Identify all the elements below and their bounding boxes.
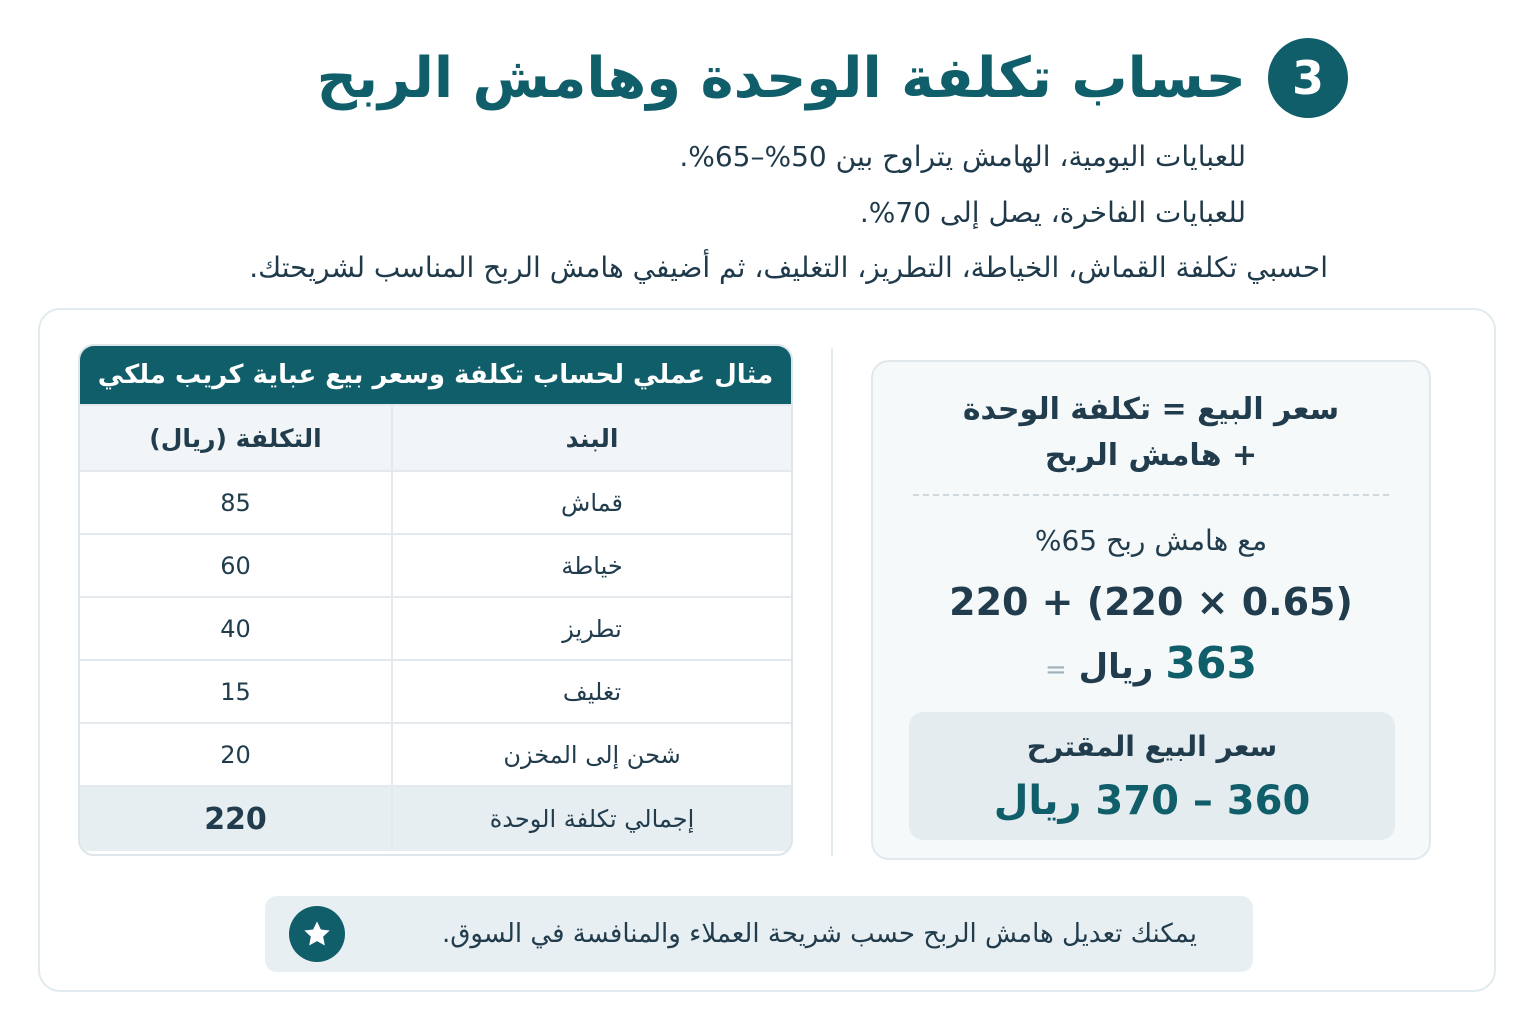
suggested-price-value: 360 – 370 ريال [993, 778, 1311, 824]
row-cost: 85 [220, 488, 251, 517]
page-title: حساب تكلفة الوحدة وهامش الربح [316, 45, 1246, 111]
star-icon [289, 906, 345, 962]
intro-instruction: احسبي تكلفة القماش، الخياطة، التطريز، التغليف، ثم أضيفي هامش الربح المناسب لشريحتك. [249, 251, 1328, 284]
column-divider [831, 348, 833, 856]
table-row [80, 470, 791, 533]
dashed-divider [913, 494, 1389, 496]
formula-line-1: سعر البيع = تكلفة الوحدة [962, 392, 1340, 427]
total-value: 220 [204, 801, 267, 837]
formula-line-2: + هامش الربح [1044, 438, 1258, 473]
row-item: تغليف [391, 661, 791, 722]
row-cost: 15 [220, 677, 251, 706]
result-equals: = [1044, 655, 1067, 685]
calculation-expression: 220 + (220 × 0.65) [949, 580, 1353, 624]
row-cost: 60 [220, 551, 251, 580]
table-row [80, 533, 791, 596]
suggested-price-label: سعر البيع المقترح [1026, 730, 1278, 763]
suggested-price-box [909, 712, 1395, 840]
margin-note: مع هامش ربح 65% [1034, 524, 1268, 557]
intro-daily-margin: للعبايات اليومية، الهامش يتراوح بين 50%–65%. [679, 140, 1246, 173]
column-header-cost: التكلفة (ريال) [149, 423, 322, 453]
table-row [80, 722, 791, 785]
section-header [317, 38, 1348, 118]
result-value: 363 [1165, 638, 1258, 689]
row-cost: 40 [220, 614, 251, 643]
step-number-badge: 3 [1268, 38, 1348, 118]
row-item: شحن إلى المخزن [391, 724, 791, 785]
table-row [80, 596, 791, 659]
total-label: إجمالي تكلفة الوحدة [391, 787, 791, 851]
column-header-item: البند [391, 406, 791, 470]
table-column-header [80, 404, 791, 470]
result-currency: ريال [1078, 647, 1154, 687]
table-title: مثال عملي لحساب تكلفة وسعر بيع عباية كريب ملكي [80, 346, 791, 404]
table-total-row [80, 785, 791, 851]
row-item: قماش [391, 472, 791, 533]
row-cost: 20 [220, 740, 251, 769]
formula-card [871, 360, 1431, 860]
calculation-result [873, 638, 1429, 689]
row-item: خياطة [391, 535, 791, 596]
tip-text: يمكنك تعديل هامش الربح حسب شريحة العملاء والمنافسة في السوق. [441, 919, 1197, 949]
intro-luxury-margin: للعبايات الفاخرة، يصل إلى 70%. [859, 196, 1246, 229]
cost-table [78, 344, 793, 856]
table-row [80, 659, 791, 722]
row-item: تطريز [391, 598, 791, 659]
tip-note [265, 896, 1253, 972]
